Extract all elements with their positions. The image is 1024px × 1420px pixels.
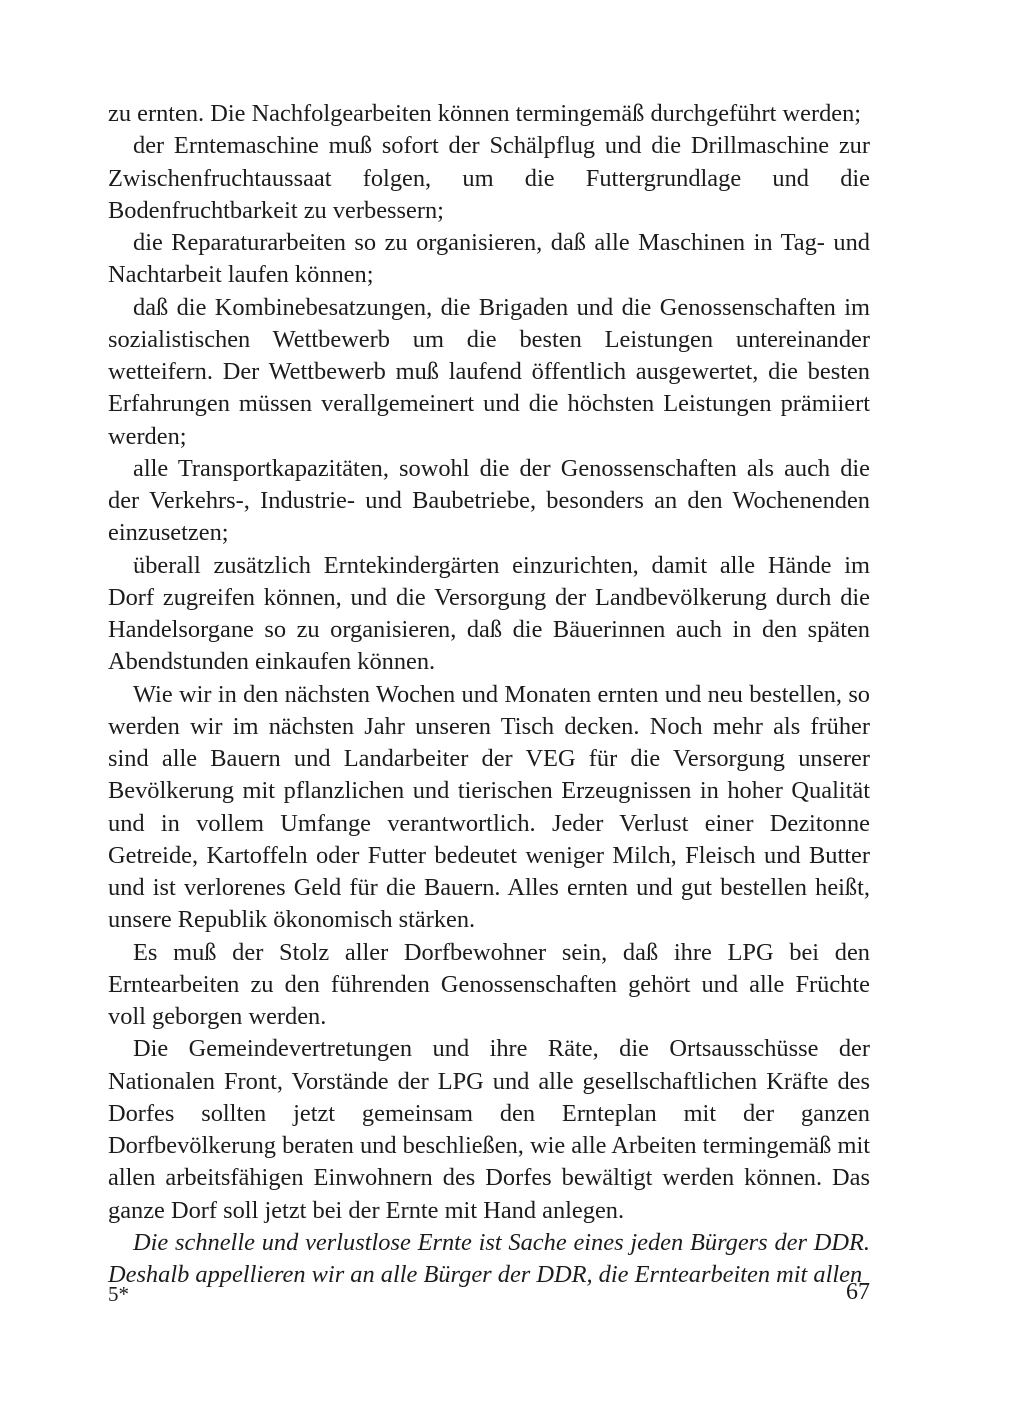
signature-mark: 5* bbox=[108, 1282, 129, 1306]
list-item-transport: alle Transportkapazitäten, sowohl die der Genossenschaften als auch die der Verkehrs-, Industrie- und Baubetriebe, besonders an den Wochenenden einzusetzen; bbox=[108, 454, 870, 547]
paragraph-stolz: Es muß der Stolz aller Dorfbewohner sein, daß ihre LPG bei den Erntearbeiten zu den führenden Genossenschaften gehört und alle Früchte voll geborgen werden. bbox=[108, 938, 870, 1030]
list-item-schaelpflug: der Erntemaschine muß sofort der Schälpflug und die Drillmaschine zur Zwischenfruchtaussaat folgen, um die Futtergrundlage und die Bodenfruchtbarkeit zu verbessern; bbox=[108, 132, 870, 224]
page-number: 67 bbox=[846, 1279, 870, 1305]
paragraph-appeal-italic: Die schnelle und verlustlose Ernte ist Sache eines jeden Bürgers der DDR. Deshalb appellieren wir an alle Bürger der DDR, die Erntearbeiten mit allen bbox=[108, 1228, 870, 1288]
paragraph-ernten-bestellen: Wie wir in den nächsten Wochen und Monaten ernten und neu bestellen, so werden wir im nächsten Jahr unseren Tisch decken. Noch mehr als früher sind alle Bauern und Landarbeiter der VEG für die Versorgung unserer Bevölkerung mit pflanzlichen und tierischen Erzeugnissen in hoher Qualität und in vollem Umfange verantwortlich. Jeder Verlust einer Dezitonne Getreide, Kartoffeln oder Futter bedeutet weniger Milch, Fleisch und Butter und ist verlorenes Geld für die Bauern. Alles ernten und gut bestellen heißt, unsere Republik ökonomisch stärken. bbox=[108, 680, 870, 934]
list-item-reparatur: die Reparaturarbeiten so zu organisieren, daß alle Maschinen in Tag- und Nachtarbeit laufen können; bbox=[108, 229, 870, 289]
body-text bbox=[108, 98, 870, 1291]
paragraph-continued: zu ernten. Die Nachfolgearbeiten können termingemäß durchgeführt werden; bbox=[108, 100, 862, 127]
list-item-wettbewerb: daß die Kombinebesatzungen, die Brigaden und die Genossenschaften im sozialistischen Wettbewerb um die besten Leistungen untereinander wetteifern. Der Wettbewerb muß laufend öffentlich ausgewertet, die besten Erfahrungen müssen verallgemeinert und die höchsten Leistungen prämiiert werden; bbox=[108, 293, 870, 450]
list-item-kindergaerten: überall zusätzlich Erntekindergärten einzurichten, damit alle Hände im Dorf zugreifen können, und die Versorgung der Landbevölkerung durch die Handelsorgane so zu organisieren, daß die Bäuerinnen auch in den späten Abendstunden einkaufen können. bbox=[108, 551, 870, 676]
paragraph-gemeindevertretungen: Die Gemeindevertretungen und ihre Räte, die Ortsausschüsse der Nationalen Front, Vorstände der LPG und alle gesellschaftlichen Kräfte des Dorfes sollten jetzt gemeinsam den Ernteplan mit der ganzen Dorfbevölkerung beraten und beschließen, wie alle Arbeiten termingemäß mit allen arbeitsfähigen Einwohnern des Dorfes bewältigt werden können. Das ganze Dorf soll jetzt bei der Ernte mit Hand anlegen. bbox=[108, 1035, 870, 1224]
